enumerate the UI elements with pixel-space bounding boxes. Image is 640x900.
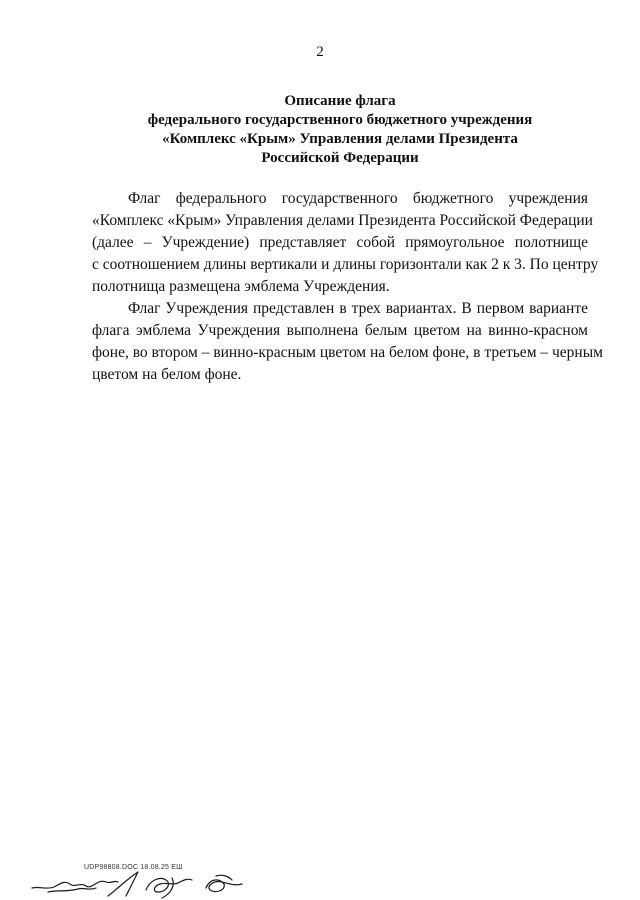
signature-stroke-1 (32, 881, 118, 888)
footer-file-code: UDP98808.DOC 18.08.25 ЕШ (84, 864, 183, 871)
signature-stroke-2 (48, 888, 96, 892)
document-title (90, 92, 590, 168)
paragraph-line: Флаг федерального государственного бюджетного учреждения (128, 190, 588, 207)
signature-stroke-3 (108, 872, 138, 896)
title-line-4: Российской Федерации (261, 150, 419, 166)
signature-stroke-7 (216, 875, 232, 880)
page-number: 2 (316, 44, 324, 60)
paragraph-line: полотнища размещена эмблема Учреждения. (92, 278, 390, 295)
title-line-1: Описание флага (284, 93, 396, 109)
paragraph-2 (92, 298, 603, 386)
paragraph-line: фоне, во втором – винно-красным цветом на белом фоне, в третьем – черным (92, 344, 603, 361)
body-text (92, 188, 603, 386)
paragraph-line: Флаг Учреждения представлен в трех вариантах. В первом варианте (128, 300, 588, 317)
paragraph-1 (92, 188, 599, 298)
initials-signatures (26, 866, 276, 900)
signature-stroke-4 (146, 878, 192, 892)
title-line-2: федерального государственного бюджетного учреждения (147, 112, 533, 128)
paragraph-line: с соотношением длины вертикали и длины горизонтали как 2 к 3. По центру (92, 256, 599, 273)
paragraph-line: флага эмблема Учреждения выполнена белым цветом на винно-красном (92, 322, 588, 339)
title-line-3: «Комплекс «Крым» Управления делами Президента (162, 131, 518, 147)
paragraph-line: «Комплекс «Крым» Управления делами Президента Российской Федерации (92, 212, 593, 229)
paragraph-line: (далее – Учреждение) представляет собой прямоугольное полотнище (92, 234, 588, 251)
paragraph-line: цветом на белом фоне. (92, 366, 242, 383)
signature-stroke-6 (206, 880, 242, 892)
